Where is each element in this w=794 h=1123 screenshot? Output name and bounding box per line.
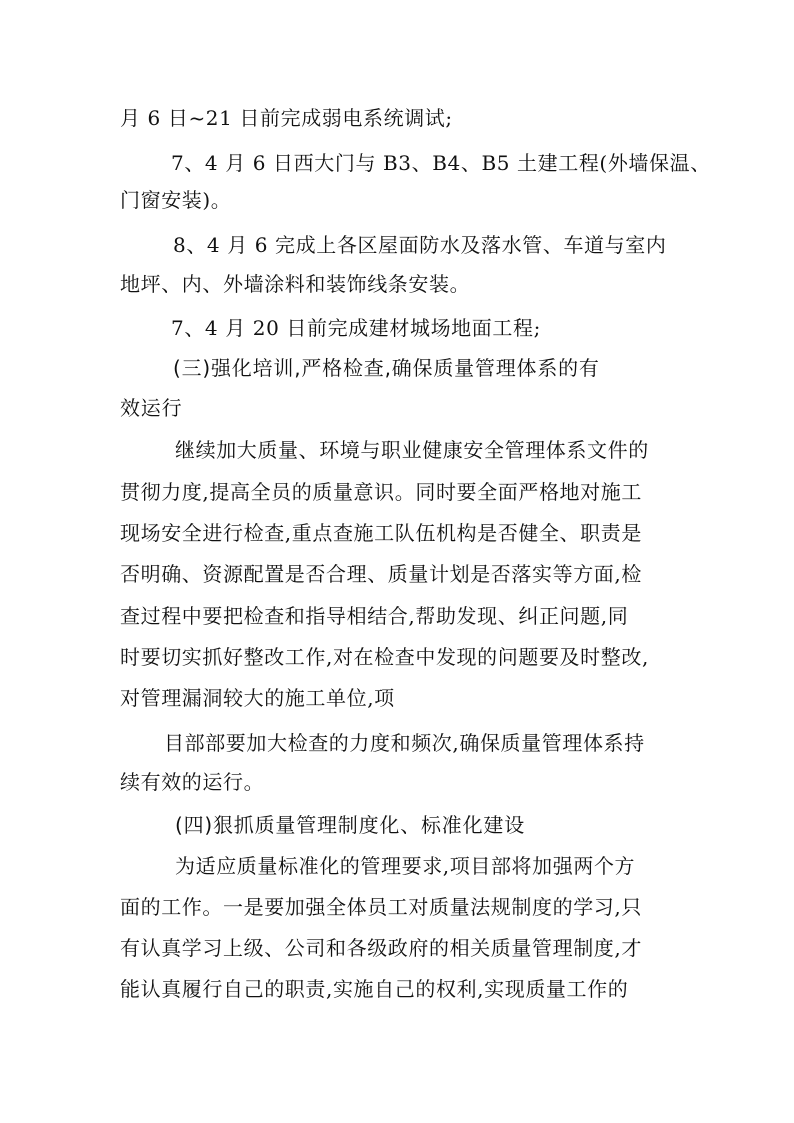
text-line: 能认真履行自己的职责,实施自己的权利,实现质量工作的: [120, 977, 629, 1001]
text-line: 续有效的运行。: [120, 770, 265, 794]
text-line: 月 6 日~21 日前完成弱电系统调试;: [120, 106, 453, 130]
text-line: 7、4 月 20 日前完成建材城场地面工程;: [171, 316, 541, 340]
text-line: 8、4 月 6 完成上各区屋面防水及落水管、车道与室内: [173, 233, 667, 257]
text-line: 查过程中要把检查和指导相结合,帮助发现、纠正问题,同: [120, 604, 629, 628]
section-heading-4: (四)狠抓质量管理制度化、标准化建设: [175, 813, 526, 837]
text-line: 7、4 月 6 日西大门与 B3、B4、B5 土建工程(外墙保温、: [171, 151, 711, 175]
text-line: 目部部要加大检查的力度和频次,确保质量管理体系持: [164, 731, 645, 755]
text-line: 门窗安装)。: [120, 188, 232, 212]
text-line: 对管理漏洞较大的施工单位,项: [120, 686, 395, 710]
text-line: 贯彻力度,提高全员的质量意识。同时要全面严格地对施工: [120, 480, 642, 504]
section-heading-3: (三)强化培训,严格检查,确保质量管理体系的有: [173, 356, 600, 380]
text-line: 继续加大质量、环境与职业健康安全管理体系文件的: [175, 438, 649, 462]
section-heading-3-cont: 效运行: [120, 396, 183, 420]
text-line: 面的工作。一是要加强全体员工对质量法规制度的学习,只: [120, 895, 642, 919]
text-line: 有认真学习上级、公司和各级政府的相关质量管理制度,才: [120, 936, 642, 960]
text-line: 现场安全进行检查,重点查施工队伍机构是否健全、职责是: [120, 521, 642, 545]
text-line: 地坪、内、外墙涂料和装饰线条安装。: [120, 272, 471, 296]
text-line: 为适应质量标准化的管理要求,项目部将加强两个方: [175, 854, 636, 878]
text-line: 时要切实抓好整改工作,对在检查中发现的问题要及时整改,: [120, 645, 649, 669]
text-line: 否明确、资源配置是否合理、质量计划是否落实等方面,检: [120, 562, 642, 586]
